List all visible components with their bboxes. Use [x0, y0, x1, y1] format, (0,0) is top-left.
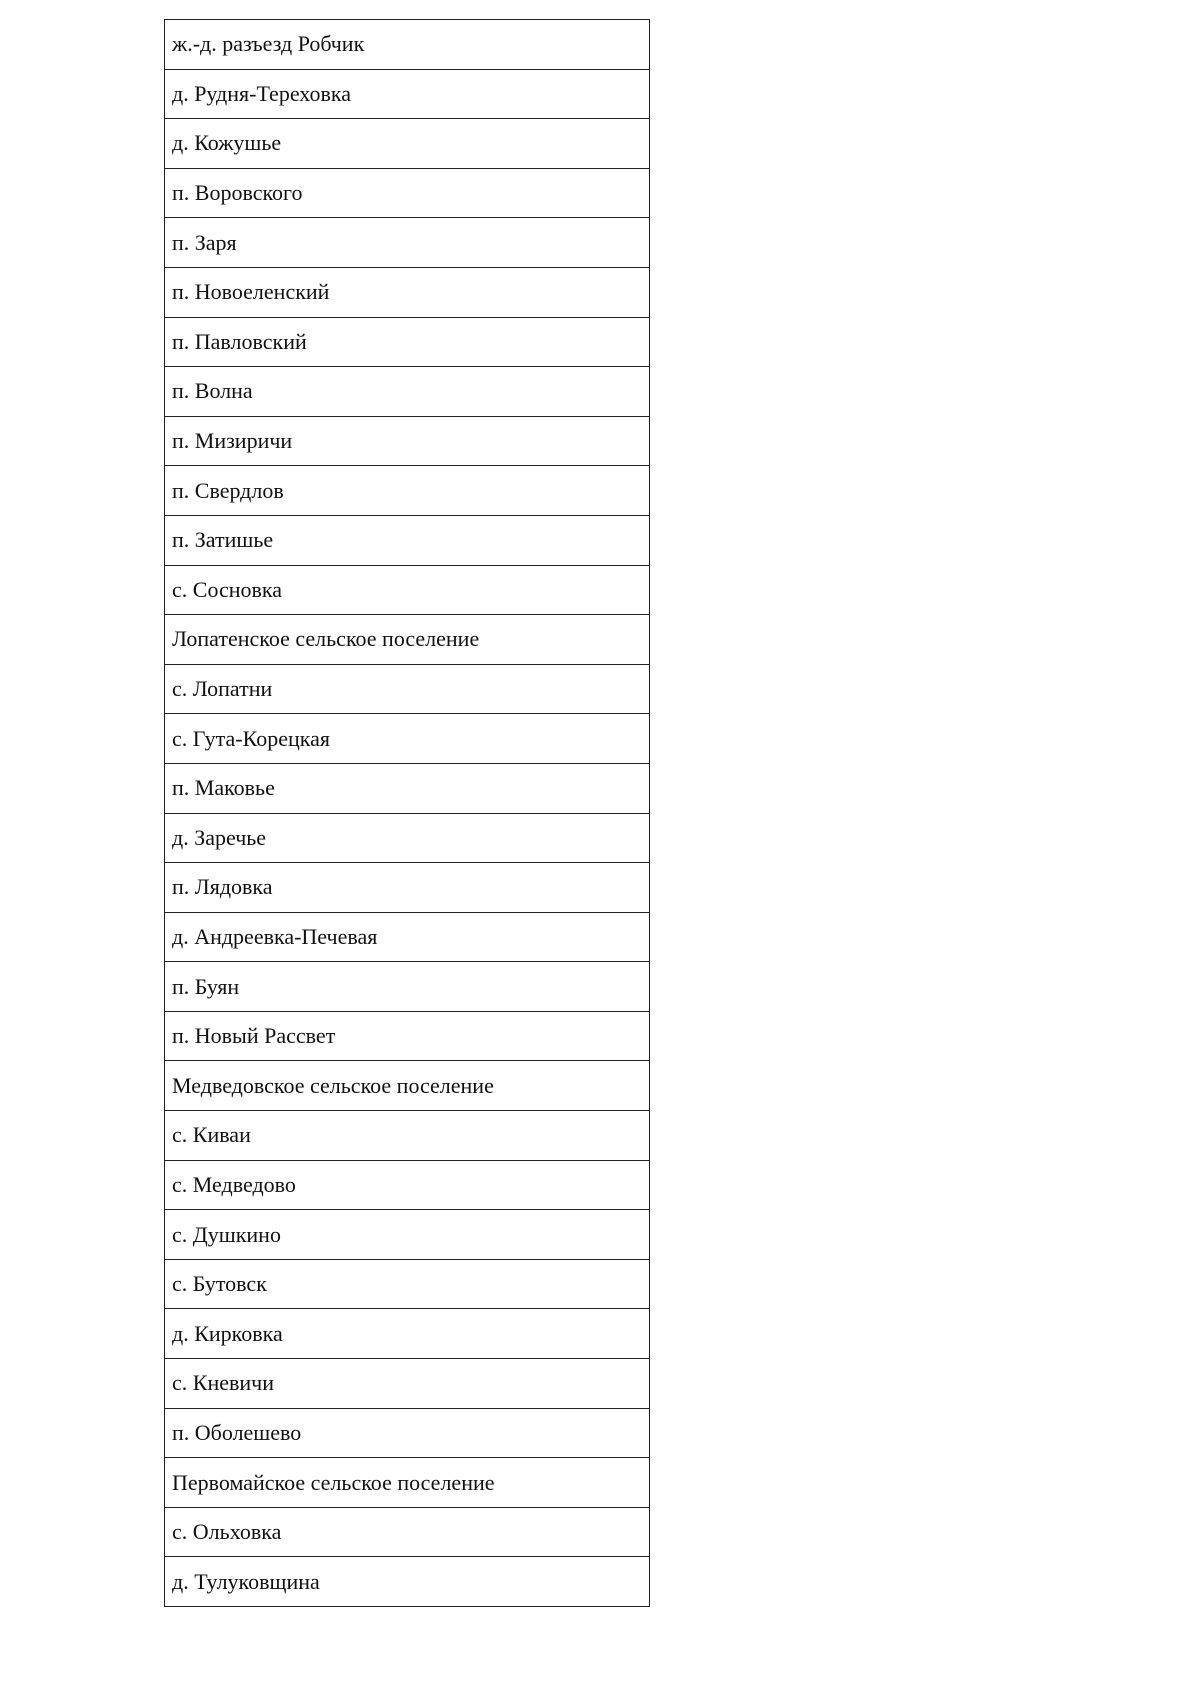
settlement-cell: Медведовское сельское поселение	[165, 1061, 650, 1111]
settlement-cell: с. Кневичи	[165, 1359, 650, 1409]
table-row	[165, 515, 650, 565]
table-row	[165, 20, 650, 70]
settlement-cell: с. Душкино	[165, 1210, 650, 1260]
settlement-cell: Лопатенское сельское поселение	[165, 615, 650, 665]
table-row	[165, 565, 650, 615]
settlement-cell: п. Буян	[165, 962, 650, 1012]
settlement-cell: Первомайское сельское поселение	[165, 1458, 650, 1508]
table-row	[165, 168, 650, 218]
table-row	[165, 912, 650, 962]
settlement-cell: с. Ольховка	[165, 1507, 650, 1557]
settlement-cell: с. Бутовск	[165, 1259, 650, 1309]
settlement-cell: д. Рудня-Тереховка	[165, 69, 650, 119]
table-row	[165, 763, 650, 813]
settlement-cell: с. Гута-Корецкая	[165, 714, 650, 764]
table-row	[165, 863, 650, 913]
settlements-table	[164, 19, 650, 1607]
settlement-cell: с. Лопатни	[165, 664, 650, 714]
table-row	[165, 267, 650, 317]
settlement-cell: п. Воровского	[165, 168, 650, 218]
table-row	[165, 317, 650, 367]
settlement-cell: п. Лядовка	[165, 863, 650, 913]
settlement-cell: с. Киваи	[165, 1111, 650, 1161]
settlement-cell: п. Свердлов	[165, 466, 650, 516]
table-row	[165, 1557, 650, 1607]
table-row	[165, 1061, 650, 1111]
table-row	[165, 1111, 650, 1161]
table-row	[165, 1458, 650, 1508]
table-row	[165, 664, 650, 714]
table-row	[165, 962, 650, 1012]
settlement-cell: п. Новоеленский	[165, 267, 650, 317]
table-row	[165, 1408, 650, 1458]
table-row	[165, 119, 650, 169]
table-row	[165, 367, 650, 417]
table-row	[165, 1309, 650, 1359]
settlement-cell: п. Маковье	[165, 763, 650, 813]
settlement-cell: д. Кожушье	[165, 119, 650, 169]
settlement-cell: с. Сосновка	[165, 565, 650, 615]
settlement-cell: д. Заречье	[165, 813, 650, 863]
settlement-cell: п. Затишье	[165, 515, 650, 565]
settlement-cell: п. Мизиричи	[165, 416, 650, 466]
settlement-cell: д. Андреевка-Печевая	[165, 912, 650, 962]
table-row	[165, 416, 650, 466]
settlement-cell: п. Новый Рассвет	[165, 1011, 650, 1061]
settlement-cell: п. Волна	[165, 367, 650, 417]
table-row	[165, 1359, 650, 1409]
table-row	[165, 1160, 650, 1210]
settlements-table-body	[165, 20, 650, 1607]
settlement-cell: ж.-д. разъезд Робчик	[165, 20, 650, 70]
settlement-cell: п. Оболешево	[165, 1408, 650, 1458]
settlement-cell: п. Заря	[165, 218, 650, 268]
table-row	[165, 615, 650, 665]
settlement-cell: с. Медведово	[165, 1160, 650, 1210]
settlement-cell: п. Павловский	[165, 317, 650, 367]
table-row	[165, 1210, 650, 1260]
settlement-cell: д. Кирковка	[165, 1309, 650, 1359]
table-row	[165, 1011, 650, 1061]
table-row	[165, 1507, 650, 1557]
settlement-cell: д. Тулуковщина	[165, 1557, 650, 1607]
table-row	[165, 218, 650, 268]
table-row	[165, 69, 650, 119]
table-row	[165, 466, 650, 516]
table-row	[165, 1259, 650, 1309]
table-row	[165, 714, 650, 764]
table-row	[165, 813, 650, 863]
